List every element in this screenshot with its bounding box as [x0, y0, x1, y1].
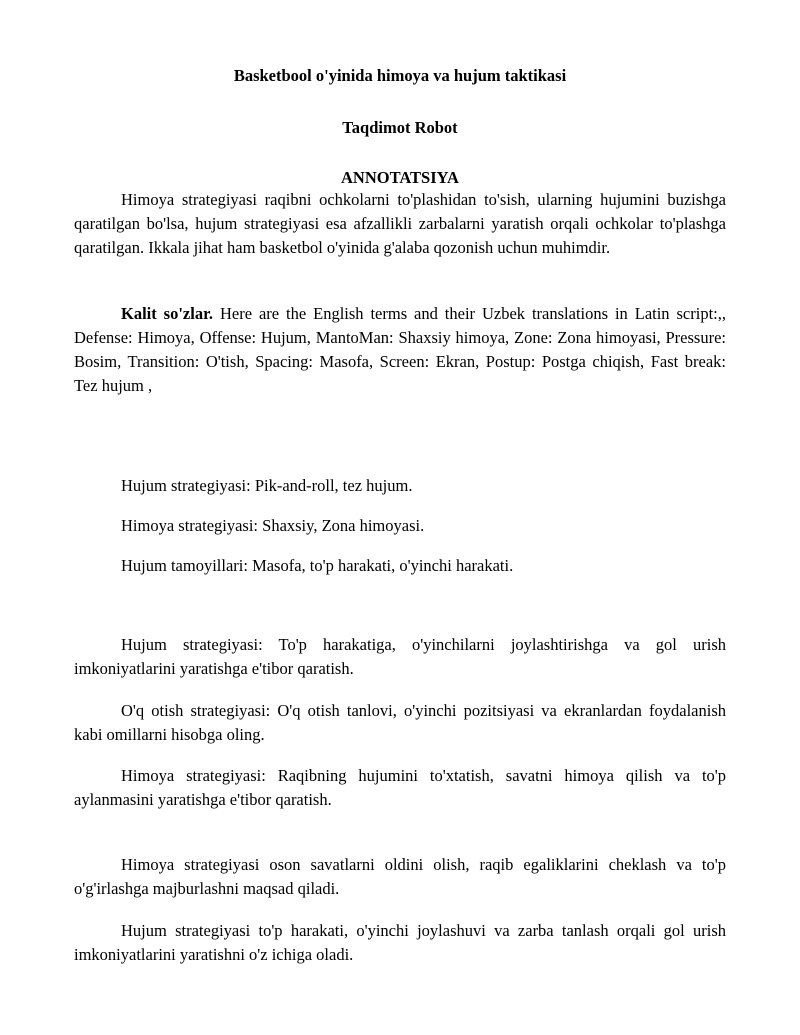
annotation-heading: ANNOTATSIYA — [341, 168, 459, 187]
document-subtitle: Taqdimot Robot — [342, 118, 458, 137]
list-line: Hujum tamoyillari: Masofa, to'p harakati, o'yinchi harakati. — [121, 556, 514, 575]
keywords-paragraph — [74, 302, 726, 398]
annotation-paragraph: Himoya strategiyasi raqibni ochkolarni to'plashidan to'sish, ularning hujumini buzishga qaratilgan bo'lsa, hujum strategiyasi esa afzallikli zarbalarni yaratish orqali ochkolar to'plashga qaratilgan. Ikkala jihat ham basketbol o'yinida g'alaba qozonish uchun muhimdir. — [74, 190, 726, 257]
document-title: Basketbool o'yinida himoya va hujum taktikasi — [233, 66, 567, 85]
body-paragraph: O'q otish strategiyasi: O'q otish tanlovi, o'yinchi pozitsiyasi va ekranlardan foydalanish kabi omillarni hisobga oling. — [74, 701, 726, 744]
keywords-label: Kalit so'zlar. — [121, 304, 214, 323]
body-paragraph: Himoya strategiyasi oson savatlarni oldini olish, raqib egaliklarini cheklash va to'p o'g'irlashga majburlashni maqsad qiladi. — [74, 855, 726, 898]
list-line: Himoya strategiyasi: Shaxsiy, Zona himoyasi. — [121, 516, 425, 535]
list-line: Hujum strategiyasi: Pik-and-roll, tez hujum. — [121, 476, 413, 495]
body-paragraph: Hujum strategiyasi to'p harakati, o'yinchi joylashuvi va zarba tanlash orqali gol urish imkoniyatlarini yaratishni o'z ichiga oladi. — [74, 921, 726, 964]
body-paragraph: Himoya strategiyasi: Raqibning hujumini to'xtatish, savatni himoya qilish va to'p aylanmasini yaratishga e'tibor qaratish. — [74, 766, 726, 809]
body-paragraph: Hujum strategiyasi: To'p harakatiga, o'yinchilarni joylashtirishga va gol urish imkoniyatlarini yaratishga e'tibor qaratish. — [74, 635, 726, 678]
keywords-text: Here are the English terms and their Uzbek translations in Latin script:,, Defense: Himoya, Offense: Hujum, MantoMan: Shaxsiy himoya, Zone: Zona himoyasi, Pressure: Bosim, Transition: O'tish, Spacing: Masofa, Screen: Ekran, Postup: Postga chiqish, Fast break: Tez hujum , — [74, 304, 726, 395]
